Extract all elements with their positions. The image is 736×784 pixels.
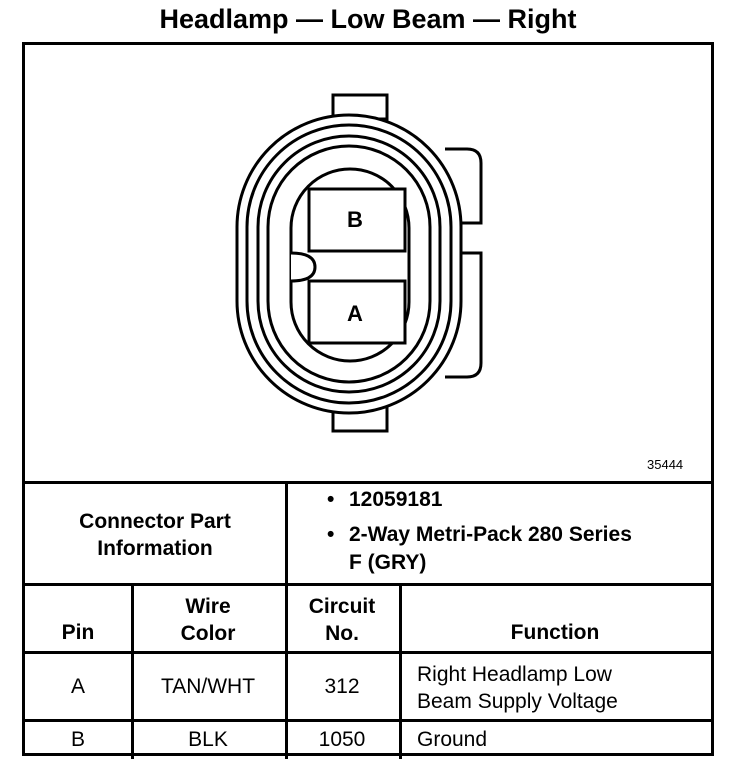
pin-label-b: B: [347, 207, 363, 232]
description-item: [323, 521, 713, 577]
divider-diagram: [25, 481, 711, 484]
key-notch: [291, 253, 315, 281]
part-info-details: [323, 486, 713, 577]
header-circuit-line2: No.: [325, 622, 359, 645]
row-b-pin: B: [70, 728, 85, 751]
header-function: Function: [510, 621, 600, 644]
header-wire-color: [131, 593, 285, 647]
divider-row-a: [25, 719, 711, 722]
header-pin: Pin: [61, 621, 95, 644]
row-a-pin: A: [70, 675, 85, 698]
header-wire-color-line2: Color: [180, 622, 236, 645]
divider-col-4: [399, 583, 402, 759]
row-a-wire-color: TAN/WHT: [160, 675, 256, 698]
part-number: 12059181: [349, 488, 443, 511]
bullet-icon: •: [327, 523, 335, 546]
part-number-item: [323, 486, 713, 514]
row-a-circuit: 312: [324, 675, 360, 698]
row-a-function-line1: Right Headlamp Low: [417, 663, 612, 686]
header-wire-color-line1: Wire: [185, 595, 231, 618]
row-b-wire-color: BLK: [188, 728, 228, 751]
row-b-function: Ground: [417, 728, 488, 751]
pin-label-a: A: [347, 301, 363, 326]
row-a-function: [417, 661, 711, 715]
part-info-label-line2: Information: [97, 537, 213, 560]
row-b-circuit: 1050: [318, 728, 366, 751]
bullet-icon: •: [327, 488, 335, 511]
figure-number: 35444: [647, 457, 684, 472]
row-a-function-line2: Beam Supply Voltage: [417, 690, 618, 713]
description-line2: F (GRY): [349, 551, 427, 574]
page-title: Headlamp — Low Beam — Right: [159, 4, 577, 34]
connector-table-frame: [22, 42, 714, 756]
header-circuit: [285, 593, 399, 647]
part-info-label-line1: Connector Part: [79, 510, 231, 533]
header-circuit-line1: Circuit: [308, 595, 376, 618]
connector-diagram: [25, 45, 711, 483]
divider-header: [25, 651, 711, 654]
part-info-label: [25, 485, 285, 585]
description-line1: 2-Way Metri-Pack 280 Series: [349, 523, 632, 546]
